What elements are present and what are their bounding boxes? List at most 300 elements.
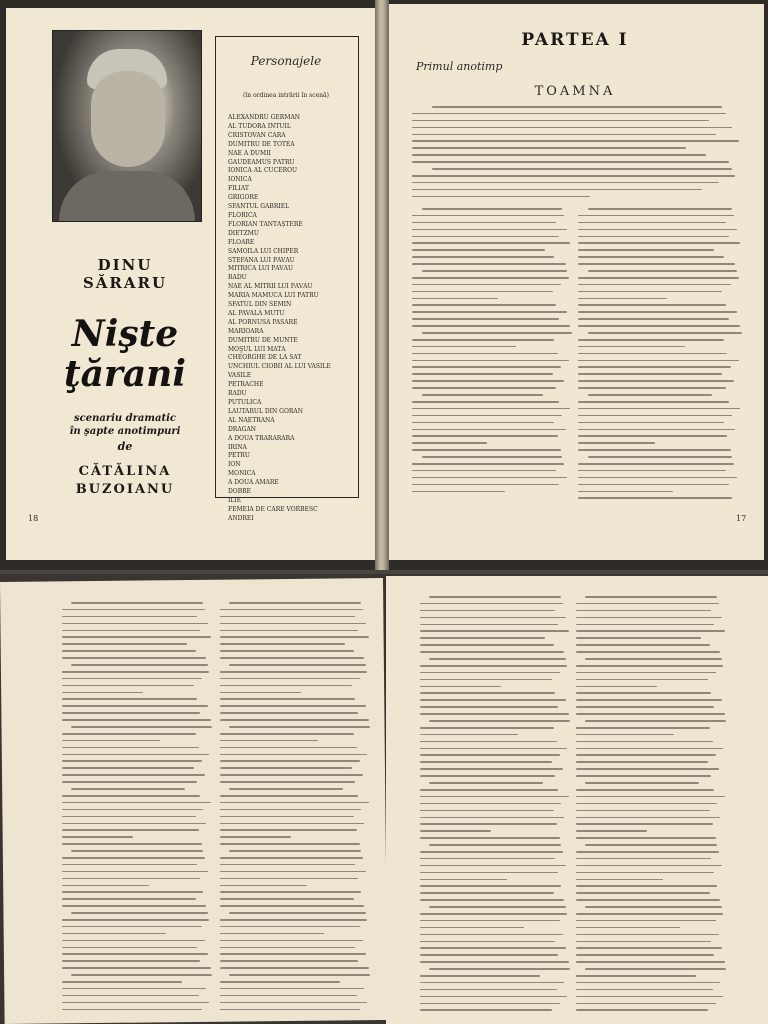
cast-member: CHEORGHE DE LA SAT [228, 354, 302, 362]
cast-member: FLORICA [228, 211, 257, 219]
text-line [585, 658, 722, 660]
text-line [412, 298, 498, 300]
text-line [420, 947, 566, 949]
text-line [62, 650, 196, 652]
text-line [62, 609, 205, 611]
text-line [220, 960, 358, 962]
text-line [420, 830, 491, 832]
text-line [220, 1009, 360, 1011]
text-line [576, 603, 719, 605]
text-line [220, 760, 360, 762]
text-line [412, 422, 554, 424]
text-line [578, 442, 655, 444]
text-line [420, 713, 569, 715]
text-line [578, 360, 739, 362]
text-line [576, 858, 711, 860]
text-line [420, 989, 557, 991]
text-line [412, 408, 570, 410]
bottom-spread [0, 574, 768, 1024]
cast-member: AL PAVALA MUTU [228, 309, 285, 317]
text-line [62, 919, 209, 921]
text-line [420, 892, 554, 894]
part-heading: PARTEA I [521, 30, 629, 50]
cast-member: FLORIAN TĂNTĂȘTERE [228, 220, 303, 228]
text-line [71, 664, 208, 666]
text-line [412, 113, 726, 115]
cast-member: RADU [228, 390, 247, 398]
text-line [576, 830, 647, 832]
text-line [576, 913, 723, 915]
text-line [420, 706, 558, 708]
text-line [62, 636, 211, 638]
text-line [62, 678, 202, 680]
text-line [62, 719, 211, 721]
text-line [220, 733, 354, 735]
text-line [420, 651, 564, 653]
cast-member: PETRU [228, 452, 250, 460]
text-line [412, 325, 570, 327]
text-line [412, 449, 561, 451]
text-line [412, 442, 487, 444]
text-line [576, 679, 708, 681]
text-line [220, 636, 369, 638]
text-line [62, 829, 199, 831]
text-line [576, 817, 720, 819]
dialogue-column-right [578, 208, 742, 508]
text-line [220, 926, 360, 928]
cast-member: IONICA [228, 176, 252, 184]
cast-member: GAUDEAMUS PĂTRU [228, 158, 295, 166]
text-line [578, 497, 732, 499]
text-line [422, 332, 572, 334]
text-line [412, 222, 556, 224]
text-line [585, 906, 722, 908]
text-line [220, 809, 361, 811]
text-line [62, 823, 206, 825]
cast-member: MITRICĂ LUI PĂVĂU [228, 265, 294, 273]
text-line [420, 665, 567, 667]
text-line [62, 926, 202, 928]
text-line [220, 995, 357, 997]
text-line [420, 768, 563, 770]
cast-member: ION [228, 461, 241, 469]
text-line [220, 885, 307, 887]
text-line [412, 242, 570, 244]
text-line [585, 782, 699, 784]
text-line [412, 429, 566, 431]
subtitle-line-2: în şapte anotimpuri [69, 426, 181, 437]
text-line [420, 954, 558, 956]
text-line [62, 864, 197, 866]
text-line [62, 657, 206, 659]
text-line [420, 630, 569, 632]
text-line [576, 1009, 708, 1011]
cast-heading: Personajele [250, 54, 322, 68]
text-line [220, 981, 340, 983]
text-line [578, 408, 740, 410]
text-line [576, 927, 680, 929]
cast-member: NAE AL MITRII LUI PĂVĂU [228, 283, 313, 291]
cast-member: FEMEIA DE CARE VORBESC [228, 505, 318, 513]
text-line [420, 810, 554, 812]
text-line [578, 380, 734, 382]
author-first-name: DINU [97, 256, 153, 274]
text-line [420, 1009, 552, 1011]
text-line [578, 429, 735, 431]
text-line [62, 616, 197, 618]
text-line [576, 851, 719, 853]
text-line [576, 803, 717, 805]
text-line [578, 401, 729, 403]
cast-member: AL PORNUSA PASARE [228, 318, 298, 326]
text-line [220, 933, 324, 935]
text-line [420, 913, 567, 915]
cast-member: SAMOILA LUI CHIPER [228, 247, 299, 255]
cast-member: RADU [228, 274, 247, 282]
text-line [576, 754, 716, 756]
subtitle-line-1: scenariu dramatic [74, 413, 176, 424]
text-line [62, 630, 200, 632]
text-line [412, 120, 709, 122]
text-line [62, 671, 209, 673]
text-line [220, 685, 352, 687]
cast-member: UNCHIUL CIOBII AL LUI VASILE [228, 363, 331, 371]
text-line [220, 829, 357, 831]
text-line [422, 456, 563, 458]
cast-member: ALEXANDRU GERMAN [228, 114, 301, 121]
text-line [576, 699, 722, 701]
text-line [71, 850, 203, 852]
by-word: de [117, 440, 133, 453]
cast-member: A DOUA TRĂRĂRĂRĂ [228, 434, 295, 442]
text-line [62, 836, 133, 838]
cast-member: FILIAT [228, 185, 249, 193]
text-line [576, 872, 714, 874]
text-line [420, 734, 518, 736]
text-line [578, 256, 724, 258]
text-line [578, 366, 731, 368]
cast-subtitle: (în ordinea intrării în scenă) [243, 92, 329, 99]
text-line [422, 270, 568, 272]
text-line [412, 346, 516, 348]
text-line [220, 864, 355, 866]
text-line [62, 981, 182, 983]
text-line [220, 616, 355, 618]
text-line [220, 919, 367, 921]
text-line [412, 353, 558, 355]
cast-member: MARIOARA [228, 327, 264, 335]
text-line [62, 988, 206, 990]
text-line [412, 154, 706, 156]
text-line [220, 816, 354, 818]
text-line [412, 127, 732, 129]
text-line [220, 953, 366, 955]
text-line [220, 898, 354, 900]
text-line [412, 189, 702, 191]
text-line [576, 796, 725, 798]
text-line [412, 304, 556, 306]
text-line [578, 422, 724, 424]
text-line [220, 678, 360, 680]
cast-member: LĂUTARUL DIN GORAN [228, 407, 303, 415]
text-line [420, 775, 555, 777]
text-line [420, 941, 555, 943]
text-line [422, 208, 563, 210]
text-line [578, 304, 726, 306]
author-portrait [52, 30, 202, 222]
text-line [420, 610, 555, 612]
cast-member: PETRACHE [228, 381, 264, 389]
text-line [412, 477, 567, 479]
text-line [412, 161, 729, 163]
text-line [420, 624, 558, 626]
text-line [220, 754, 367, 756]
text-line [576, 947, 722, 949]
text-line [220, 781, 355, 783]
text-line [412, 415, 562, 417]
text-line [62, 816, 196, 818]
text-line [229, 974, 370, 976]
text-line [576, 617, 722, 619]
section-heading: Primul anotimp [416, 60, 503, 73]
text-line [62, 947, 197, 949]
text-line [420, 761, 552, 763]
text-line [576, 672, 716, 674]
text-line [576, 644, 710, 646]
text-line [578, 249, 714, 251]
text-line [576, 885, 717, 887]
text-line [576, 823, 713, 825]
text-line [412, 140, 739, 142]
text-line [429, 906, 566, 908]
bottom-left-column-1 [62, 602, 212, 1017]
text-line [420, 885, 561, 887]
text-line [576, 665, 723, 667]
text-line [578, 229, 737, 231]
text-line [62, 623, 208, 625]
text-line [578, 346, 685, 348]
text-line [412, 470, 556, 472]
text-line [576, 961, 725, 963]
text-line [420, 789, 558, 791]
text-line [420, 865, 566, 867]
text-line [420, 803, 561, 805]
cast-member: AL NAETRĂNA [228, 416, 275, 424]
text-line [576, 996, 723, 998]
text-line [578, 484, 729, 486]
text-line [412, 147, 686, 149]
text-line [420, 851, 563, 853]
text-line [576, 651, 720, 653]
text-line [578, 277, 739, 279]
bottom-right-column-1 [420, 596, 570, 1016]
text-line [412, 387, 556, 389]
text-line [429, 782, 543, 784]
text-line [420, 699, 566, 701]
text-line [578, 339, 724, 341]
text-line [62, 747, 199, 749]
text-line [578, 463, 734, 465]
text-line [220, 774, 363, 776]
text-line [62, 712, 200, 714]
text-line [220, 823, 364, 825]
text-line [422, 394, 544, 396]
text-line [420, 727, 554, 729]
bottom-left-column-2 [220, 602, 370, 1017]
text-line [62, 967, 211, 969]
text-line [578, 415, 732, 417]
text-line [412, 236, 559, 238]
text-line [220, 802, 369, 804]
text-line [576, 775, 711, 777]
text-line [420, 934, 563, 936]
text-line [220, 712, 358, 714]
cast-member: MOŞUL LUI MATĂ [228, 345, 286, 353]
text-line [576, 741, 713, 743]
text-line [62, 878, 200, 880]
text-line [576, 624, 714, 626]
text-line [576, 686, 657, 688]
text-line [576, 810, 710, 812]
text-line [578, 318, 729, 320]
cast-member: ANDREI [228, 514, 254, 522]
text-line [220, 623, 366, 625]
text-line [71, 602, 203, 604]
text-line [220, 1002, 367, 1004]
text-line [412, 373, 553, 375]
text-line [220, 609, 363, 611]
text-line [576, 706, 714, 708]
cast-member: STEFANA LUI PĂVĂU [228, 256, 295, 264]
text-line [576, 879, 663, 881]
text-line [576, 920, 716, 922]
text-line [588, 270, 737, 272]
text-line [62, 1002, 209, 1004]
text-line [220, 836, 291, 838]
text-line [578, 477, 737, 479]
text-line [412, 215, 564, 217]
text-line [578, 242, 740, 244]
portrait-coat [59, 171, 195, 221]
text-line [420, 796, 569, 798]
text-line [578, 470, 726, 472]
cast-member: IONICĂ AL CUCEROU [228, 167, 298, 175]
text-line [576, 982, 720, 984]
text-line [420, 748, 567, 750]
text-line [585, 720, 726, 722]
text-line [62, 898, 196, 900]
cast-member: MARIA MAMUCA LUI PĂTRU [228, 292, 319, 300]
text-line [229, 912, 366, 914]
text-line [220, 740, 318, 742]
text-line [576, 789, 714, 791]
text-line [588, 208, 732, 210]
text-line [220, 905, 364, 907]
text-line [420, 975, 540, 977]
text-line [576, 637, 701, 639]
text-line [62, 995, 199, 997]
text-line [429, 844, 561, 846]
text-line [62, 933, 166, 935]
text-line [420, 637, 545, 639]
cast-member: DOBRE [228, 488, 252, 496]
text-line [420, 692, 555, 694]
text-line [420, 823, 557, 825]
text-line [420, 872, 558, 874]
cast-member: DUMITRU DE TOTEA [228, 140, 295, 148]
text-line [420, 644, 554, 646]
text-line [229, 850, 361, 852]
text-line [220, 719, 369, 721]
text-line [412, 175, 735, 177]
cast-member: VASILE [228, 372, 252, 380]
text-line [62, 809, 203, 811]
text-line [578, 435, 727, 437]
text-line [588, 456, 732, 458]
text-line [62, 685, 194, 687]
text-line [576, 892, 710, 894]
text-line [578, 325, 740, 327]
dialogue-column-left [412, 208, 572, 498]
text-line [420, 617, 566, 619]
text-line [220, 692, 301, 694]
text-line [420, 899, 564, 901]
text-line [412, 284, 561, 286]
cast-member: AL TUDORA ÎNTUIL [228, 122, 291, 130]
text-line [412, 229, 567, 231]
text-line [71, 788, 185, 790]
text-line [578, 284, 731, 286]
text-line [62, 760, 202, 762]
text-line [578, 215, 734, 217]
cast-member: NAE A DUMII [228, 149, 271, 157]
bottom-right-column-2 [576, 596, 726, 1016]
text-line [412, 256, 554, 258]
text-line [588, 394, 713, 396]
text-line [576, 899, 720, 901]
text-line [62, 705, 208, 707]
text-line [578, 387, 726, 389]
text-line [220, 988, 364, 990]
text-line [576, 630, 725, 632]
text-line [420, 996, 567, 998]
season-title: TOAMNA [534, 84, 616, 99]
text-line [220, 878, 358, 880]
cast-member: DUMITRU DE MUNTE [228, 336, 298, 344]
text-line [576, 954, 714, 956]
text-line [220, 698, 355, 700]
cast-member: GRIGORE [228, 194, 259, 202]
text-line [412, 196, 590, 198]
text-line [420, 837, 560, 839]
text-line [429, 720, 570, 722]
page-number-right: 17 [736, 514, 747, 523]
text-line [412, 491, 505, 493]
text-line [412, 401, 559, 403]
text-line [71, 974, 212, 976]
text-line [432, 168, 732, 170]
text-line [588, 332, 742, 334]
cast-member: SFÂNTUL GABRIEL [228, 203, 290, 211]
text-line [62, 802, 211, 804]
text-line [412, 366, 561, 368]
text-line [62, 795, 200, 797]
cast-member: IRINA [228, 443, 247, 451]
cast-member: PUTULICA [228, 399, 262, 406]
text-line [412, 249, 545, 251]
text-line [412, 134, 716, 136]
text-line [220, 671, 367, 673]
